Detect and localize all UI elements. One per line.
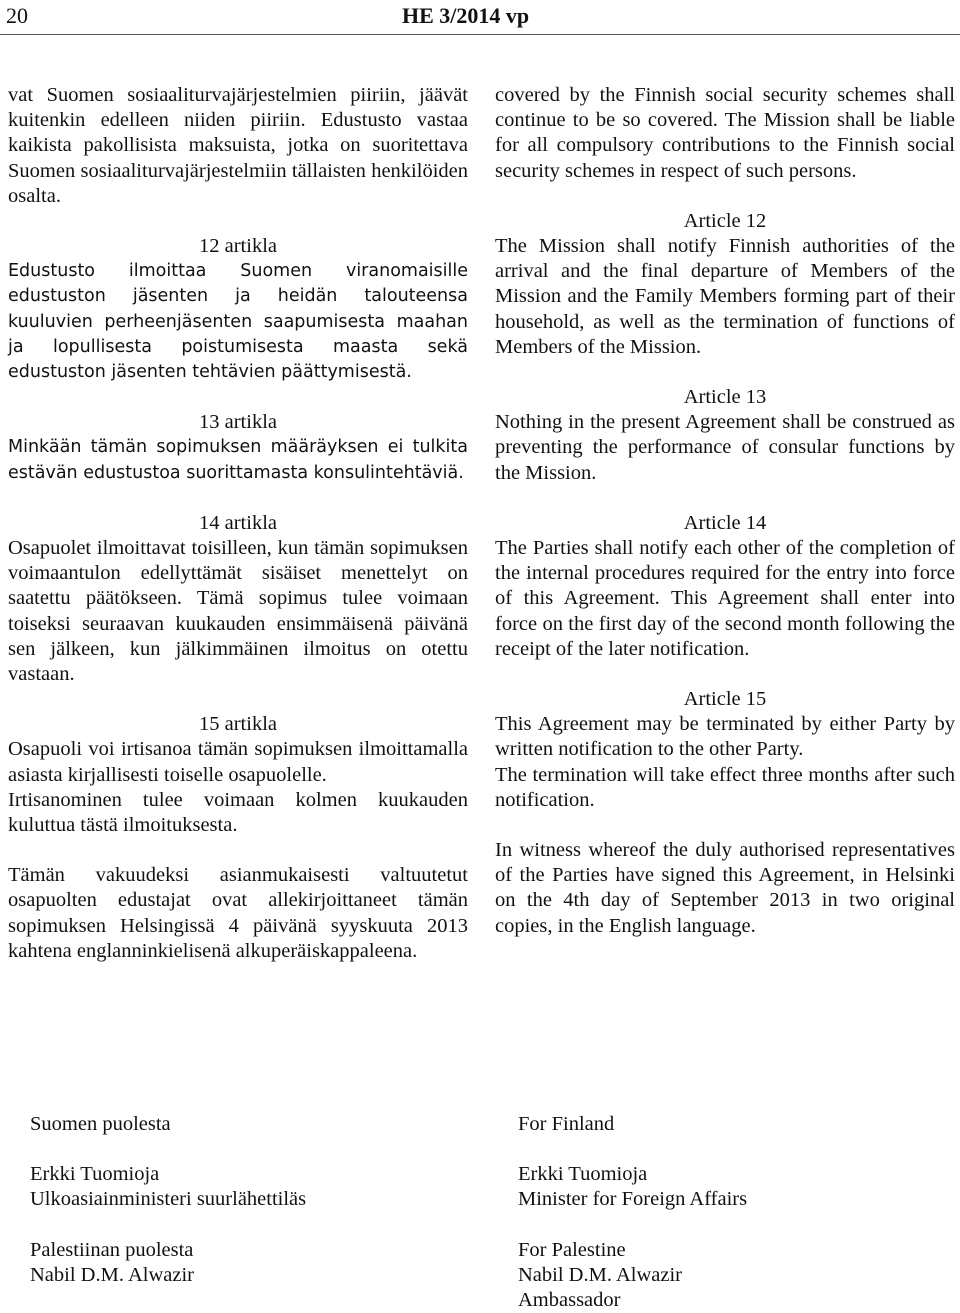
en-article-13-title: Article 13: [683, 386, 767, 409]
en-article-15-title: Article 15: [683, 688, 767, 711]
fi-finland-signatory-title: Ulkoasiainministeri suurlähettiläs: [30, 1188, 307, 1211]
en-palestine-signatory-name: Nabil D.M. Alwazir: [518, 1263, 682, 1286]
fi-article-15-text-1: Osapuoli voi irtisanoa tämän sopimuksen ilmoittamalla asiasta kirjallisesti toiselle osapuolelle.: [8, 738, 468, 786]
english-column: [495, 83, 955, 939]
en-article-13-text: Nothing in the present Agreement shall be construed as preventing the performance of consular functions by the Mission.: [495, 411, 955, 484]
fi-article-15-title: 15 artikla: [199, 713, 277, 736]
fi-article-13-text: Minkään tämän sopimuksen määräyksen ei tulkita estävän edustustoa suorittamasta konsulintehtäviä.: [8, 437, 468, 483]
journal-reference: HE 3/2014 vp: [402, 3, 530, 28]
en-article-14-text: The Parties shall notify each other of the completion of the internal procedures required for the entry into force of this Agreement. This Agreement shall enter into force on the first day of the second month following the receipt of the later notification.: [495, 537, 955, 660]
fi-article-13-title: 13 artikla: [199, 411, 277, 434]
fi-article-14-text: Osapuolet ilmoittavat toisilleen, kun tämän sopimuksen voimaantulon edellyttämät sisäiset menettelyt on saatettu päätökseen. Tämä sopimus tulee voimaan toiseksi seuraavan kuukauden ensimmäisenä päivänä sen jälkeen, kun jälkimmäinen ilmoitus on otettu vastaan.: [8, 537, 468, 686]
fi-for-palestine: Palestiinan puolesta: [30, 1238, 194, 1261]
finnish-column: [8, 83, 468, 964]
en-witness-clause: In witness whereof the duly authorised representatives of the Parties have signed this Agreement, in Helsinki on the 4th day of September 2013 in two original copies, in the English language.: [495, 839, 955, 937]
en-finland-signatory-title: Minister for Foreign Affairs: [518, 1188, 748, 1211]
header-rule: [0, 34, 960, 35]
en-article-12-text: The Mission shall notify Finnish authorities of the arrival and the final departure of Members of the Mission and the Family Members forming part of their household, as well as the termination of functions of Members of the Mission.: [495, 235, 955, 358]
en-for-palestine: For Palestine: [518, 1238, 626, 1261]
en-intro-paragraph: covered by the Finnish social security schemes shall continue to be so covered. The Mission shall be liable for all compulsory contributions to the Finnish social security schemes in respect of such persons.: [495, 84, 955, 182]
page-header: [0, 0, 960, 40]
fi-for-finland: Suomen puolesta: [30, 1113, 171, 1135]
en-article-15-text-1: This Agreement may be terminated by either Party by written notification to the other Party.: [495, 713, 955, 761]
fi-signature-block: [30, 1112, 450, 1288]
fi-article-14-title: 14 artikla: [199, 511, 277, 534]
fi-finland-signatory-name: Erkki Tuomioja: [30, 1163, 160, 1186]
en-for-finland: For Finland: [518, 1113, 615, 1135]
page-number: 20: [6, 3, 28, 28]
fi-intro-paragraph: vat Suomen sosiaaliturvajärjestelmien piiriin, jäävät kuitenkin edelleen niiden piiriin. Edustusto vastaa kaikista pakollisista maksuista, jotka on suoritettava Suomen sosiaaliturvajärjestelmiin tällaisten henkilöiden osalta.: [8, 84, 468, 207]
en-finland-signatory-name: Erkki Tuomioja: [518, 1163, 648, 1186]
fi-witness-clause: Tämän vakuudeksi asianmukaisesti valtuutetut osapuolten edustajat ovat allekirjoittaneet tämän sopimuksen Helsingissä 4 päivänä syyskuuta 2013 kahtena englanninkielisenä alkuperäiskappaleena.: [8, 864, 468, 962]
fi-article-12-title: 12 artikla: [199, 235, 277, 258]
en-article-14-title: Article 14: [683, 511, 767, 534]
en-palestine-signatory-title: Ambassador: [518, 1289, 621, 1312]
en-article-15-text-2: The termination will take effect three months after such notification.: [495, 763, 955, 811]
fi-article-12-text: Edustusto ilmoittaa Suomen viranomaisille edustuston jäsenten ja heidän talouteensa kuuluvien perheenjäsenten saapumisesta maahan ja lopullisesta poistumisesta maasta sekä edustuston jäsenten tehtävien päättymisestä.: [8, 261, 468, 383]
en-signature-block: [518, 1112, 938, 1313]
fi-article-15-text-2: Irtisanominen tulee voimaan kolmen kuukauden kuluttua tästä ilmoituksesta.: [8, 788, 468, 837]
fi-palestine-signatory-name: Nabil D.M. Alwazir: [30, 1263, 194, 1286]
en-article-12-title: Article 12: [683, 209, 767, 232]
